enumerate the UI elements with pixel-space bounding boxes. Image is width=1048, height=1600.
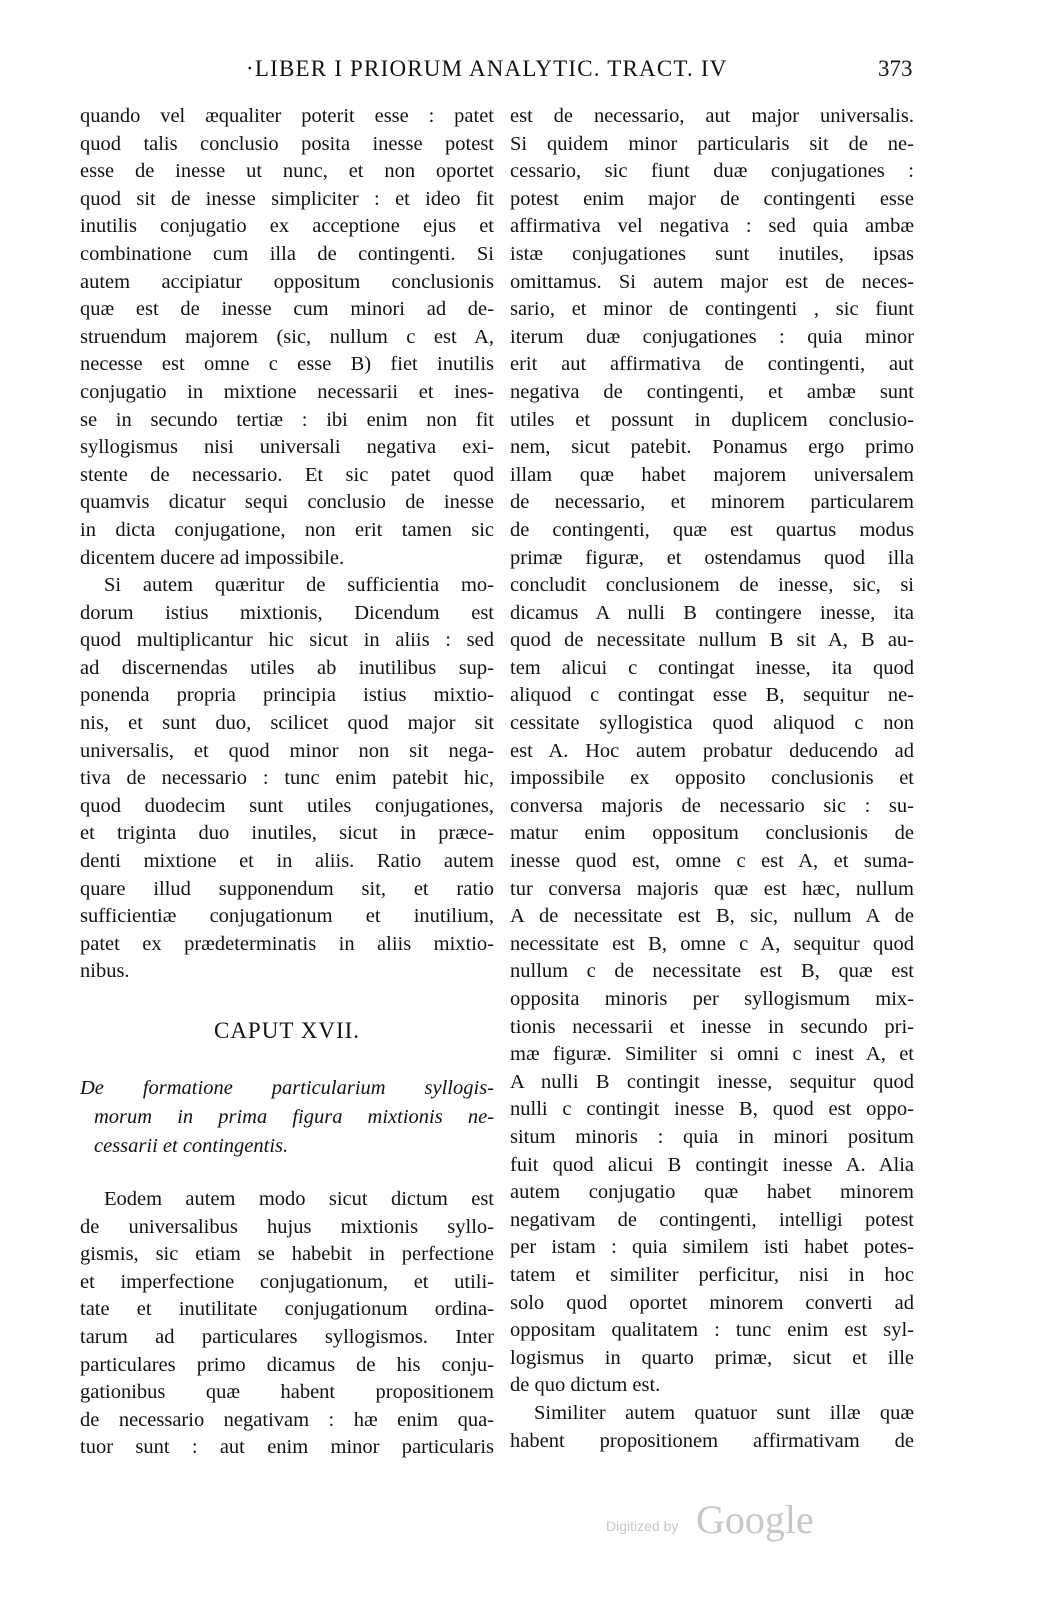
page-number: 373: [878, 56, 913, 81]
text-line: est A. Hoc autem probatur deducendo ad: [510, 739, 914, 762]
text-line: logismus in quarto primæ, sicut et ille: [510, 1346, 914, 1369]
text-line: tarum ad particulares syllogismos. Inter: [80, 1325, 494, 1348]
text-line: primæ figuræ, et ostendamus quod illa: [510, 546, 914, 569]
text-line: nullum c de necessitate est B, quæ est: [510, 960, 914, 983]
text-line: habent propositionem affirmativam de: [510, 1429, 914, 1452]
text-line: ad discernendas utiles ab inutilibus sup-: [80, 656, 494, 679]
text-line: erit aut affirmativa de contingenti, aut: [510, 353, 914, 376]
google-logo: Google: [696, 1497, 814, 1542]
text-line: quare illud supponendum sit, et ratio: [80, 877, 494, 900]
text-line: opposita minoris per syllogismum mix-: [510, 988, 914, 1010]
text-line: syllogismus nisi universali negativa exi-: [80, 436, 494, 459]
text-line: inesse quod est, omne c est A, et suma-: [510, 850, 914, 873]
text-line: dicentem ducere ad impossibile.: [80, 546, 345, 569]
text-line: cessitate syllogistica quod aliquod c non: [510, 712, 914, 735]
text-line: quæ est de inesse cum minori ad de-: [80, 298, 494, 321]
text-line: ponenda propria principia istius mixtio-: [80, 684, 494, 707]
text-line: nibus.: [80, 960, 130, 983]
left-column-top: [80, 103, 494, 986]
text-line: sario, et minor de contingenti , sic fiunt: [510, 298, 914, 321]
text-line: quando vel æqualiter poterit esse : patet: [80, 105, 494, 127]
text-line: gationibus quæ habent propositionem: [80, 1381, 494, 1404]
text-line: mæ figuræ. Similiter si omni c inest A, et: [510, 1043, 914, 1066]
text-line: autem accipiatur oppositum conclusionis: [80, 270, 494, 293]
left-column-bottom: [80, 1186, 494, 1462]
text-line: se in secundo tertiæ : ibi enim non fit: [80, 408, 494, 431]
text-line: et triginta duo inutiles, sicut in præce-: [80, 822, 494, 845]
text-line: affirmativa vel negativa : sed quia ambæ: [510, 215, 914, 238]
chapter-subtitle: [80, 1074, 494, 1161]
text-line: conversa majoris de necessario sic : su-: [510, 794, 914, 817]
text-line: Si autem quæritur de sufficientia mo-: [104, 574, 494, 597]
text-line: concludit conclusionem de inesse, sic, si: [510, 574, 914, 597]
text-line: gismis, sic etiam se habebit in perfectione: [80, 1243, 494, 1266]
text-line: inutilis conjugatio ex acceptione ejus et: [80, 215, 494, 238]
text-line: tate et inutilitate conjugationum ordina-: [80, 1298, 494, 1321]
text-line: matur enim oppositum conclusionis de: [510, 822, 914, 845]
text-line: istæ conjugationes sunt inutiles, ipsas: [510, 242, 914, 265]
running-title: ·LIBER I PRIORUM ANALYTIC. TRACT. IV: [246, 56, 728, 81]
text-line: negativa de contingenti, et ambæ sunt: [510, 380, 914, 403]
text-line: patet ex prædeterminatis in aliis mixtio-: [80, 932, 494, 955]
text-line: est de necessario, aut major universalis.: [510, 105, 914, 127]
text-line: Similiter autem quatuor sunt illæ quæ: [534, 1401, 914, 1424]
text-line: illam quæ habet majorem universalem: [510, 463, 914, 486]
text-line: Si quidem minor particularis sit de ne-: [510, 132, 914, 155]
text-line: de necessario, et minorem particularem: [510, 491, 914, 514]
text-line: utiles et possunt in duplicem conclusio-: [510, 408, 914, 431]
text-line: cessario, sic fiunt duæ conjugationes :: [510, 160, 914, 183]
text-line: dorum istius mixtionis, Dicendum est: [80, 601, 494, 624]
text-line: A de necessitate est B, sic, nullum A de: [510, 905, 914, 928]
text-line: tionis necessarii et inesse in secundo pri-: [510, 1015, 914, 1038]
subtitle-line: morum in prima figura mixtionis ne-: [94, 1106, 494, 1128]
text-line: quod talis conclusio posita inesse potest: [80, 132, 494, 155]
text-line: in dicta conjugatione, non erit tamen sic: [80, 518, 494, 541]
text-line: esse de inesse ut nunc, et non oportet: [80, 160, 494, 183]
text-line: aliquod c contingat esse B, sequitur ne-: [510, 684, 914, 707]
text-line: quod multiplicantur hic sicut in aliis : sed: [80, 629, 494, 652]
text-line: necesse est omne c esse B) fiet inutilis: [80, 353, 494, 376]
text-line: necessitate est B, omne c A, sequitur quod: [510, 932, 914, 955]
text-line: quod sit de inesse simpliciter : et ideo fit: [80, 187, 494, 210]
right-column: [510, 103, 914, 1455]
text-line: combinatione cum illa de contingenti. Si: [80, 242, 494, 265]
text-line: A nulli B contingit inesse, sequitur quod: [510, 1070, 914, 1093]
text-line: tatem et similiter perficitur, nisi in hoc: [510, 1263, 914, 1286]
text-line: universalis, et quod minor non sit nega-: [80, 739, 494, 762]
text-line: Eodem autem modo sicut dictum est: [104, 1188, 494, 1210]
text-line: de universalibus hujus mixtionis syllo-: [80, 1215, 494, 1238]
text-line: dicamus A nulli B contingere inesse, ita: [510, 601, 914, 624]
text-line: tem alicui c contingat inesse, ita quod: [510, 656, 914, 679]
text-line: nem, sicut patebit. Ponamus ergo primo: [510, 436, 914, 459]
text-line: conjugatio in mixtione necessarii et ines-: [80, 380, 494, 403]
digitized-by-label: Digitized by: [606, 1518, 679, 1534]
chapter-heading: CAPUT XVII.: [213, 1018, 361, 1043]
text-line: autem conjugatio quæ habet minorem: [510, 1181, 914, 1204]
text-line: omittamus. Si autem major est de neces-: [510, 270, 914, 293]
subtitle-line: De formatione particularium syllogis-: [80, 1077, 494, 1099]
text-line: tuor sunt : aut enim minor particularis: [80, 1436, 494, 1459]
text-line: sufficientiæ conjugationum et inutilium,: [80, 905, 494, 928]
text-line: tur conversa majoris quæ est hæc, nullum: [510, 877, 914, 900]
text-line: quod duodecim sunt utiles conjugationes,: [80, 794, 494, 817]
text-line: per istam : quia similem isti habet potes-: [510, 1236, 914, 1259]
text-line: de quo dictum est.: [510, 1374, 661, 1397]
text-line: negativam de contingenti, intelligi potest: [510, 1208, 914, 1231]
text-line: stente de necessario. Et sic patet quod: [80, 463, 494, 486]
text-line: solo quod oportet minorem converti ad: [510, 1291, 914, 1314]
text-line: nis, et sunt duo, scilicet quod major sit: [80, 712, 494, 735]
text-line: potest enim major de contingenti esse: [510, 187, 914, 210]
text-line: de necessario negativam : hæ enim qua-: [80, 1408, 494, 1431]
text-line: de contingenti, quæ est quartus modus: [510, 518, 914, 541]
text-line: quamvis dicatur sequi conclusio de inesse: [80, 491, 494, 514]
text-line: impossibile ex opposito conclusionis et: [510, 767, 914, 790]
text-line: struendum majorem (sic, nullum c est A,: [80, 325, 494, 348]
text-line: fuit quod alicui B contingit inesse A. Alia: [510, 1153, 914, 1176]
text-line: particulares primo dicamus de his conju-: [80, 1353, 494, 1376]
text-line: nulli c contingit inesse B, quod est oppo-: [510, 1098, 914, 1121]
text-line: iterum duæ conjugationes : quia minor: [510, 325, 914, 348]
text-line: quod de necessitate nullum B sit A, B au-: [510, 629, 914, 652]
text-line: oppositam qualitatem : tunc enim est syl-: [510, 1319, 914, 1342]
text-line: tiva de necessario : tunc enim patebit hic,: [80, 767, 494, 790]
page-header: [0, 0, 1048, 100]
text-line: et imperfectione conjugationum, et utili-: [80, 1270, 494, 1293]
text-line: situm minoris : quia in minori positum: [510, 1125, 914, 1148]
text-line: denti mixtione et in aliis. Ratio autem: [80, 850, 494, 873]
subtitle-line: cessarii et contingentis.: [94, 1135, 289, 1157]
